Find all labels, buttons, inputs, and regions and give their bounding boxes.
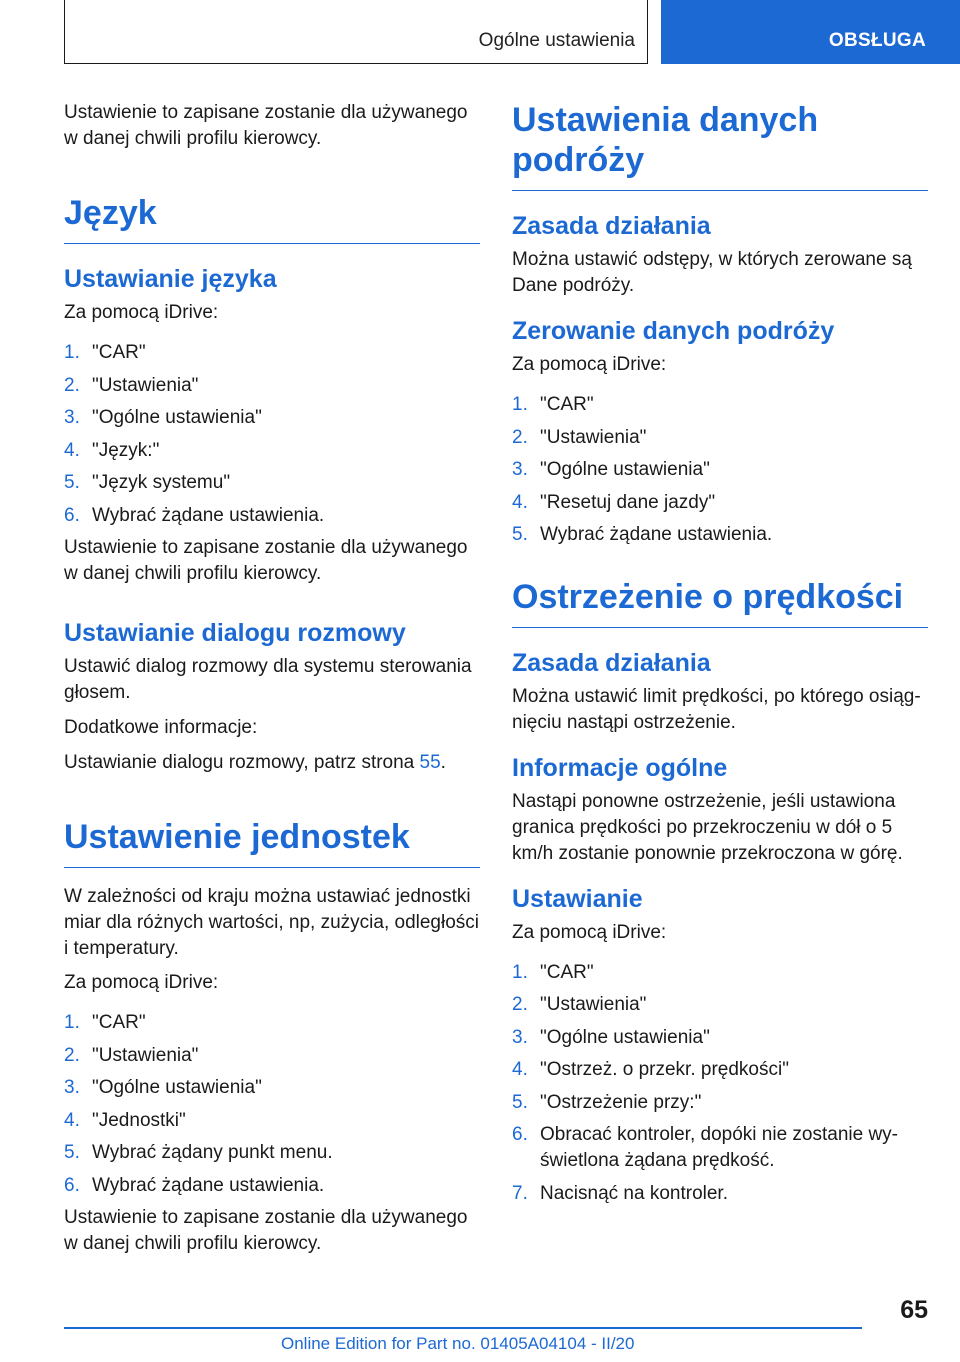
informacje-paragraph: Nastąpi ponowne ostrzeżenie, jeśli ustawiona granica prędkości po przekroczeniu w dół o 5 km/h zostanie ponownie przekroczona w górę. (512, 790, 903, 864)
units-paragraph: W zależności od kraju można ustawiać jednostki miar dla różnych wartości, np, zużycia, odległości i temperatury. (64, 886, 480, 959)
list-item: 5. Wybrać żądane ustawienia. (512, 524, 773, 545)
page-number: 65 (900, 1296, 928, 1324)
lead-idrive: Za pomocą iDrive: (512, 921, 667, 943)
lead-idrive: Za pomocą iDrive: (64, 972, 219, 993)
list-item: 7. Nacisnąć na kontroler. (512, 1182, 728, 1204)
intro-paragraph: Ustawienie to zapisane zostanie dla używanego w danej chwili profilu kierowcy. (64, 102, 468, 149)
list-item: 4. "Resetuj dane jazdy" (512, 491, 716, 513)
list-item: 4. "Jednostki" (64, 1109, 186, 1131)
header-section-box (64, 0, 648, 64)
right-column (512, 100, 928, 1213)
header-section-title: Ogólne ustawienia (478, 30, 635, 51)
lead-idrive: Za pomocą iDrive: (64, 302, 219, 323)
list-item: 4. "Język:" (64, 439, 160, 461)
footer-divider (64, 1327, 862, 1329)
heading-jezyk: Język (64, 193, 480, 244)
left-column (64, 100, 480, 1266)
edition-note: Online Edition for Part no. 01405A04104 - II/20 (281, 1334, 635, 1353)
list-item: 5. Wybrać żądany punkt menu. (64, 1142, 333, 1163)
list-item: 6. Wybrać żądane ustawienia. (64, 504, 325, 526)
list-item: 1. "CAR" (64, 342, 146, 363)
note-paragraph: Ustawienie to zapisane zostanie dla używanego w danej chwili profilu kierowcy. (64, 537, 468, 584)
heading-informacje-ogolne: Informacje ogólne (512, 753, 728, 782)
steps-list-jezyk (64, 340, 480, 529)
list-item: 3. "Ogólne ustawienia" (512, 1026, 710, 1048)
heading-zasada-dzialania: Zasada działania (512, 648, 711, 677)
list-item: 1. "CAR" (512, 394, 594, 415)
list-item: 1. "CAR" (64, 1012, 146, 1033)
list-item: 5. "Ostrzeżenie przy:" (512, 1091, 702, 1113)
heading-ostrzezenie-predkosci: Ostrzeżenie o prędkości (512, 577, 928, 628)
steps-list-zerowanie (512, 392, 928, 548)
heading-jednostki: Ustawienie jednostek (64, 817, 480, 868)
extra-info-label: Dodatkowe informacje: (64, 717, 258, 738)
heading-dane-podrozy: Ustawienia danych podróży (512, 100, 928, 191)
list-item: 2. "Ustawienia" (64, 374, 199, 396)
steps-list-jednostki (64, 1010, 480, 1199)
page-link[interactable]: 55 (419, 752, 441, 773)
list-item: 6. Obracać kontroler, dopóki nie zostanie wy-świetlona żądana prędkość. (512, 1124, 899, 1171)
note-paragraph: Ustawienie to zapisane zostanie dla używanego w danej chwili profilu kierowcy. (64, 1207, 468, 1254)
list-item: 2. "Ustawienia" (512, 994, 647, 1015)
heading-ustawianie-jezyka: Ustawianie języka (64, 265, 277, 293)
lead-idrive: Za pomocą iDrive: (512, 354, 667, 375)
heading-ustawianie: Ustawianie (512, 884, 643, 913)
steps-list-ostrzezenie (512, 960, 928, 1207)
list-item: 2. "Ustawienia" (512, 426, 647, 448)
zasada-paragraph: Można ustawić limit prędkości, po którego osiąg-nięciu nastąpi ostrzeżenie. (512, 685, 921, 733)
zasada-paragraph: Można ustawić odstępy, w których zerowane są Dane podróży. (512, 249, 912, 296)
list-item: 3. "Ogólne ustawienia" (64, 407, 262, 428)
header-chapter-title: OBSŁUGA (828, 30, 926, 51)
heading-zasada-dzialania: Zasada działania (512, 212, 711, 240)
list-item: 6. Wybrać żądane ustawienia. (64, 1174, 325, 1196)
header-chapter-tab (661, 0, 960, 64)
list-item: 3. "Ogólne ustawienia" (512, 459, 710, 480)
dialog-paragraph: Ustawić dialog rozmowy dla systemu sterowania głosem. (64, 656, 472, 703)
list-item: 4. "Ostrzeż. o przekr. prędkości" (512, 1059, 789, 1080)
list-item: 3. "Ogólne ustawienia" (64, 1077, 262, 1098)
list-item: 2. "Ustawienia" (64, 1044, 199, 1066)
list-item: 5. "Język systemu" (64, 472, 231, 493)
heading-zerowanie: Zerowanie danych podróży (512, 317, 835, 345)
heading-dialog-rozmowy: Ustawianie dialogu rozmowy (64, 619, 406, 647)
list-item: 1. "CAR" (512, 961, 594, 983)
cross-reference: Ustawianie dialogu rozmowy, patrz strona 55. (64, 752, 446, 773)
